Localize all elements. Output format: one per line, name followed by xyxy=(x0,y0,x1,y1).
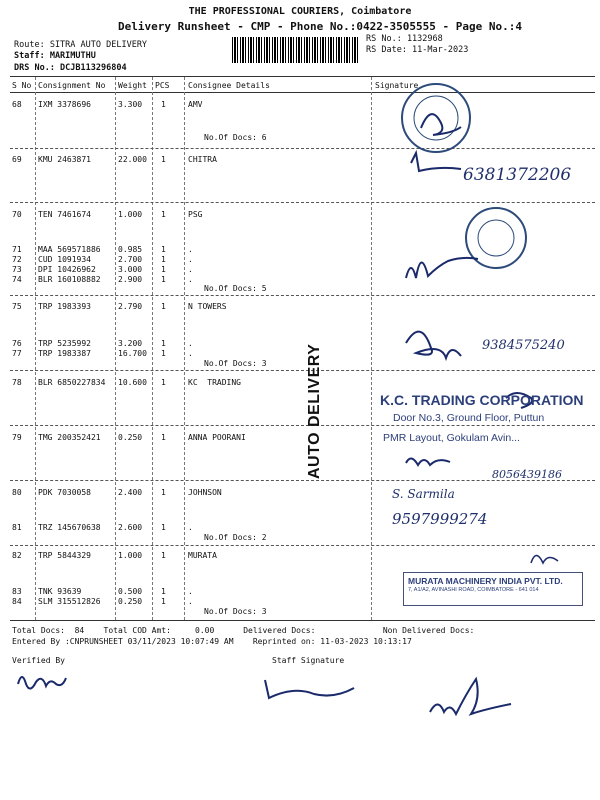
row-sno: 77 xyxy=(12,349,22,358)
row-weight: 3.200 xyxy=(118,339,143,348)
row-weight: 0.500 xyxy=(118,587,143,596)
row-consignment: TRZ 145670638 xyxy=(38,523,101,532)
handwritten-phone: 6381372206 xyxy=(463,165,572,185)
kc-stamp-address: Door No.3, Ground Floor, Puttun xyxy=(393,412,545,424)
row-sno: 78 xyxy=(12,378,22,387)
signature-stroke xyxy=(265,680,354,698)
row-sno: 71 xyxy=(12,245,22,254)
row-weight: 0.250 xyxy=(118,433,143,442)
signature-stroke xyxy=(406,258,478,278)
murata-stamp-name: MURATA MACHINERY INDIA PVT. LTD. xyxy=(408,576,563,586)
row-weight: 2.700 xyxy=(118,255,143,264)
row-consignee: ANNA POORANI xyxy=(188,433,246,442)
totals-line: Total Docs: 84 Total COD Amt: 0.00 Delivered Docs: Non Delivered Docs: xyxy=(12,626,475,635)
handwritten-name: S. Sarmila xyxy=(392,487,455,501)
row-sno: 84 xyxy=(12,597,22,606)
col-signature: Signature xyxy=(375,81,419,90)
col-sno: S No xyxy=(12,81,32,90)
row-consignee: . xyxy=(188,255,193,264)
row-pcs: 1 xyxy=(161,100,166,109)
runsheet-subtitle: Delivery Runsheet - CMP - Phone No.:0422-3505555 - Page No.:4 xyxy=(118,20,522,33)
row-pcs: 1 xyxy=(161,523,166,532)
row-pcs: 1 xyxy=(161,302,166,311)
row-pcs: 1 xyxy=(161,339,166,348)
row-consignee: . xyxy=(188,597,193,606)
row-consignee: . xyxy=(188,265,193,274)
row-sno: 81 xyxy=(12,523,22,532)
signature-stroke xyxy=(531,556,558,564)
row-weight: 22.000 xyxy=(118,155,147,164)
signature-stroke xyxy=(421,114,461,135)
row-consignment: DPI 10426962 xyxy=(38,265,96,274)
docs-count: No.Of Docs: 3 xyxy=(204,359,267,368)
row-sno: 74 xyxy=(12,275,22,284)
footer-signatures xyxy=(10,662,590,732)
handwritten-phone: 9384575240 xyxy=(482,338,565,353)
row-sno: 79 xyxy=(12,433,22,442)
row-pcs: 1 xyxy=(161,378,166,387)
row-weight: 0.250 xyxy=(118,597,143,606)
col-divider xyxy=(371,77,372,620)
row-pcs: 1 xyxy=(161,155,166,164)
route-label: Route: SITRA AUTO DELIVERY xyxy=(14,40,148,50)
col-divider xyxy=(115,77,116,620)
verified-by-label: Verified By xyxy=(12,656,65,665)
row-consignment: TNK 93639 xyxy=(38,587,82,596)
row-weight: 2.790 xyxy=(118,302,143,311)
row-pcs: 1 xyxy=(161,265,166,274)
docs-count: No.Of Docs: 5 xyxy=(204,284,267,293)
col-divider xyxy=(35,77,36,620)
row-sno: 82 xyxy=(12,551,22,560)
row-weight: 1.000 xyxy=(118,551,143,560)
col-consignee: Consignee Details xyxy=(188,81,270,90)
row-pcs: 1 xyxy=(161,587,166,596)
row-weight: 2.900 xyxy=(118,275,143,284)
row-weight: 3.300 xyxy=(118,100,143,109)
docs-count: No.Of Docs: 3 xyxy=(204,607,267,616)
staff-label: Staff: MARIMUTHU xyxy=(14,51,96,61)
row-pcs: 1 xyxy=(161,597,166,606)
row-sno: 70 xyxy=(12,210,22,219)
kc-stamp-name: K.C. TRADING CORPORATION xyxy=(380,392,584,408)
murata-stamp-address: 7, A1/A2, AVINASHI ROAD, COIMBATORE - 641 014 xyxy=(408,587,539,593)
row-weight: 16.700 xyxy=(118,349,147,358)
row-pcs: 1 xyxy=(161,488,166,497)
row-consignment: CUD 1091934 xyxy=(38,255,91,264)
row-consignment: PDK 7030058 xyxy=(38,488,91,497)
row-weight: 0.985 xyxy=(118,245,143,254)
signature-stroke xyxy=(18,677,66,689)
signature-stroke xyxy=(406,332,461,358)
row-consignment: BLR 6850227834 xyxy=(38,378,106,387)
row-consignee: AMV xyxy=(188,100,203,109)
rs-number: RS No.: 1132968 xyxy=(366,34,443,44)
row-consignment: TRP 5235992 xyxy=(38,339,91,348)
row-consignee: . xyxy=(188,587,193,596)
barcode xyxy=(232,37,358,63)
col-pcs: PCS xyxy=(155,81,170,90)
row-weight: 10.600 xyxy=(118,378,147,387)
drs-number: DRS No.: DCJB113296804 xyxy=(14,63,127,73)
auto-delivery-stamp: AUTO DELIVERY xyxy=(306,343,323,479)
row-sno: 69 xyxy=(12,155,22,164)
entered-by-line: Entered By :CNPRUNSHEET 03/11/2023 10:07:49 AM Reprinted on: 11-03-2023 10:13:17 xyxy=(12,637,412,646)
murata-stamp xyxy=(403,572,583,606)
row-consignee: KC TRADING xyxy=(188,378,241,387)
row-pcs: 1 xyxy=(161,210,166,219)
row-pcs: 1 xyxy=(161,255,166,264)
row-consignee: . xyxy=(188,349,193,358)
row-consignment: TRP 1983393 xyxy=(38,302,91,311)
row-consignment: TRP 1983387 xyxy=(38,349,91,358)
kc-stamp-address: PMR Layout, Gokulam Avin... xyxy=(383,432,520,444)
staff-signature-label: Staff Signature xyxy=(272,656,345,665)
row-consignment: IXM 3378696 xyxy=(38,100,91,109)
row-consignment: TMG 200352421 xyxy=(38,433,101,442)
row-pcs: 1 xyxy=(161,433,166,442)
rs-date: RS Date: 11-Mar-2023 xyxy=(366,45,469,55)
row-pcs: 1 xyxy=(161,551,166,560)
row-pcs: 1 xyxy=(161,275,166,284)
row-consignment: SLM 315512826 xyxy=(38,597,101,606)
row-sno: 83 xyxy=(12,587,22,596)
row-sno: 75 xyxy=(12,302,22,311)
row-sno: 68 xyxy=(12,100,22,109)
round-stamp xyxy=(402,84,470,152)
row-consignee: N TOWERS xyxy=(188,302,227,311)
handwritten-phone: 9597999274 xyxy=(392,510,488,528)
row-pcs: 1 xyxy=(161,245,166,254)
row-sno: 73 xyxy=(12,265,22,274)
col-weight: Weight xyxy=(118,81,147,90)
col-divider xyxy=(152,77,153,620)
row-consignee: . xyxy=(188,245,193,254)
row-consignment: TEN 7461674 xyxy=(38,210,91,219)
signature-stroke xyxy=(411,153,461,171)
col-divider xyxy=(184,77,185,620)
row-consignment: BLR 160108882 xyxy=(38,275,101,284)
row-weight: 1.000 xyxy=(118,210,143,219)
row-consignee: CHITRA xyxy=(188,155,217,164)
row-consignee: PSG xyxy=(188,210,203,219)
row-consignment: TRP 5844329 xyxy=(38,551,91,560)
row-pcs: 1 xyxy=(161,349,166,358)
row-weight: 3.000 xyxy=(118,265,143,274)
row-sno: 72 xyxy=(12,255,22,264)
row-sno: 76 xyxy=(12,339,22,348)
docs-count: No.Of Docs: 2 xyxy=(204,533,267,542)
row-weight: 2.600 xyxy=(118,523,143,532)
handwritten-phone: 8056439186 xyxy=(492,468,562,481)
row-consignee: . xyxy=(188,275,193,284)
row-consignee: . xyxy=(188,523,193,532)
company-title: THE PROFESSIONAL COURIERS, Coimbatore xyxy=(188,6,412,17)
row-consignee: MURATA xyxy=(188,551,217,560)
signature-stroke xyxy=(430,679,511,714)
row-consignee: JOHNSON xyxy=(188,488,222,497)
docs-count: No.Of Docs: 6 xyxy=(204,133,267,142)
row-consignment: MAA 569571886 xyxy=(38,245,101,254)
row-consignment: KMU 2463871 xyxy=(38,155,91,164)
signature-stroke xyxy=(406,458,450,465)
header-top-rule xyxy=(10,76,595,77)
row-sno: 80 xyxy=(12,488,22,497)
col-consignment: Consignment No xyxy=(38,81,106,90)
row-weight: 2.400 xyxy=(118,488,143,497)
row-consignee: . xyxy=(188,339,193,348)
